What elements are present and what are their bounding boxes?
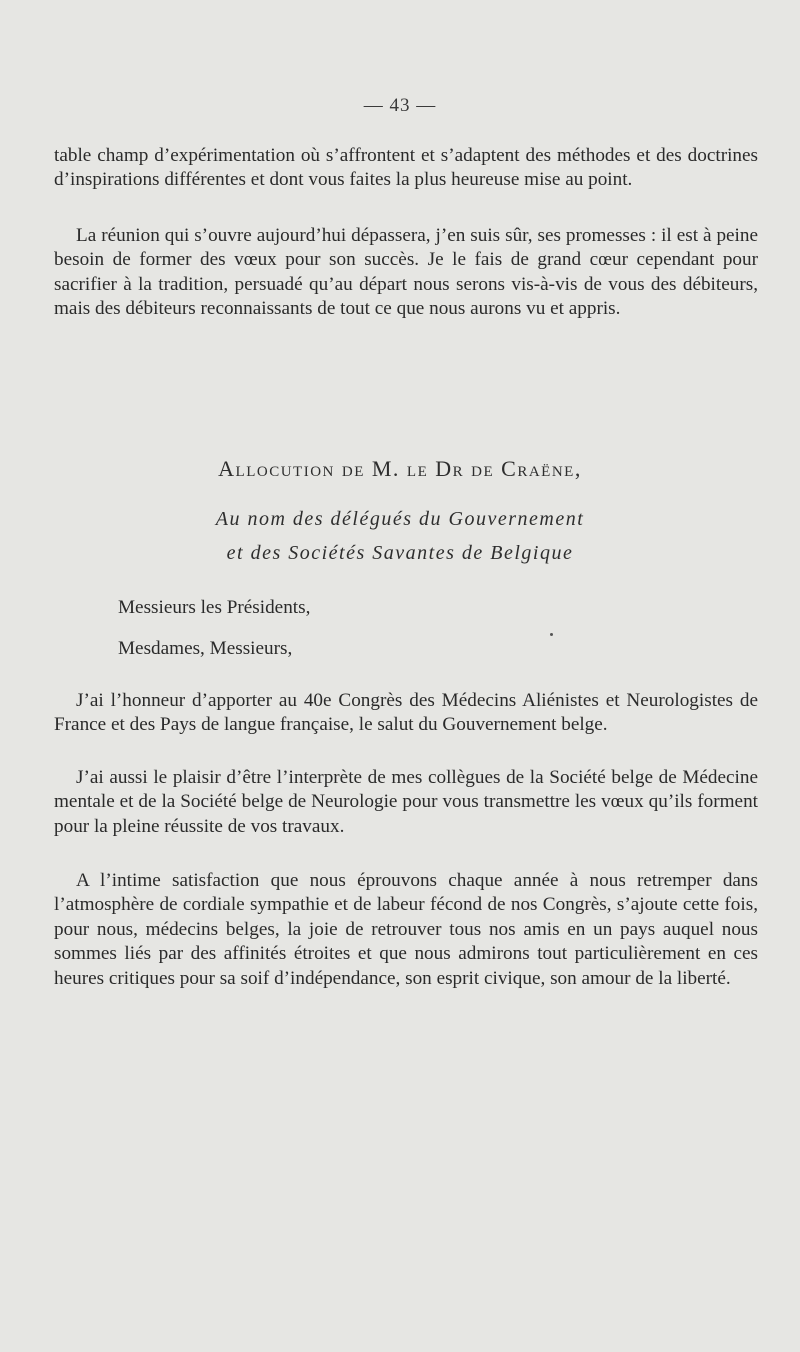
ink-speck (550, 633, 553, 636)
subheading-line-1: Au nom des délégués du Gouvernement (215, 508, 585, 530)
subheading-line-2: et des Sociétés Savantes de Belgique (226, 542, 574, 564)
salutation-line-1: Messieurs les Présidents, (118, 597, 311, 618)
paragraph-5-text: A l’intime satisfaction que nous éprouvons chaque année à nous retremper dans l’atmosphère de cordiale sympathie et de labeur fécond de nos Congrès, s’ajoute cette fois, pour nous, médecins belges, la joie de retrouver tous nos amis en un pays auquel nous sommes liés par des affinités étroites et que nous admirons tout particulièrement en ces heures critiques pour sa soif d’indépendance, son esprit civique, son amour de la liberté. (54, 870, 758, 989)
speech-heading: Allocution de M. le Dr de Craëne, (218, 456, 582, 481)
paragraph-2-text: La réunion qui s’ouvre aujourd’hui dépassera, j’en suis sûr, ses promesses : il est à peine besoin de former des vœux pour son succès. Je le fais de grand cœur cependant pour sacrifier à la tradition, persuadé qu’au départ nous serons vis-à-vis de vous des débiteurs, mais des débiteurs reconnaissants de tout ce que nous aurons vu et appris. (54, 225, 758, 320)
paragraph-3-text: J’ai l’honneur d’apporter au 40e Congrès des Médecins Aliénistes et Neurologistes de France et des Pays de langue française, le salut du Gouvernement belge. (54, 690, 758, 736)
paragraph-1: table champ d’expérimentation où s’affrontent et s’adaptent des méthodes et des doctrines d’inspirations différentes et dont vous faites la plus heureuse mise au point. (54, 145, 758, 191)
paragraph-2 (54, 224, 758, 322)
salutation-line-2: Mesdames, Messieurs, (118, 638, 293, 659)
paragraph-4 (54, 766, 758, 839)
paragraph-5 (54, 869, 758, 991)
paragraph-4-text: J’ai aussi le plaisir d’être l’interprète de mes collègues de la Société belge de Médecine mentale et de la Société belge de Neurologie pour vous transmettre les vœux qu’ils forment pour la pleine réussite de vos travaux. (54, 767, 758, 837)
paragraph-3 (54, 689, 758, 738)
page-number: — 43 — (363, 95, 437, 116)
